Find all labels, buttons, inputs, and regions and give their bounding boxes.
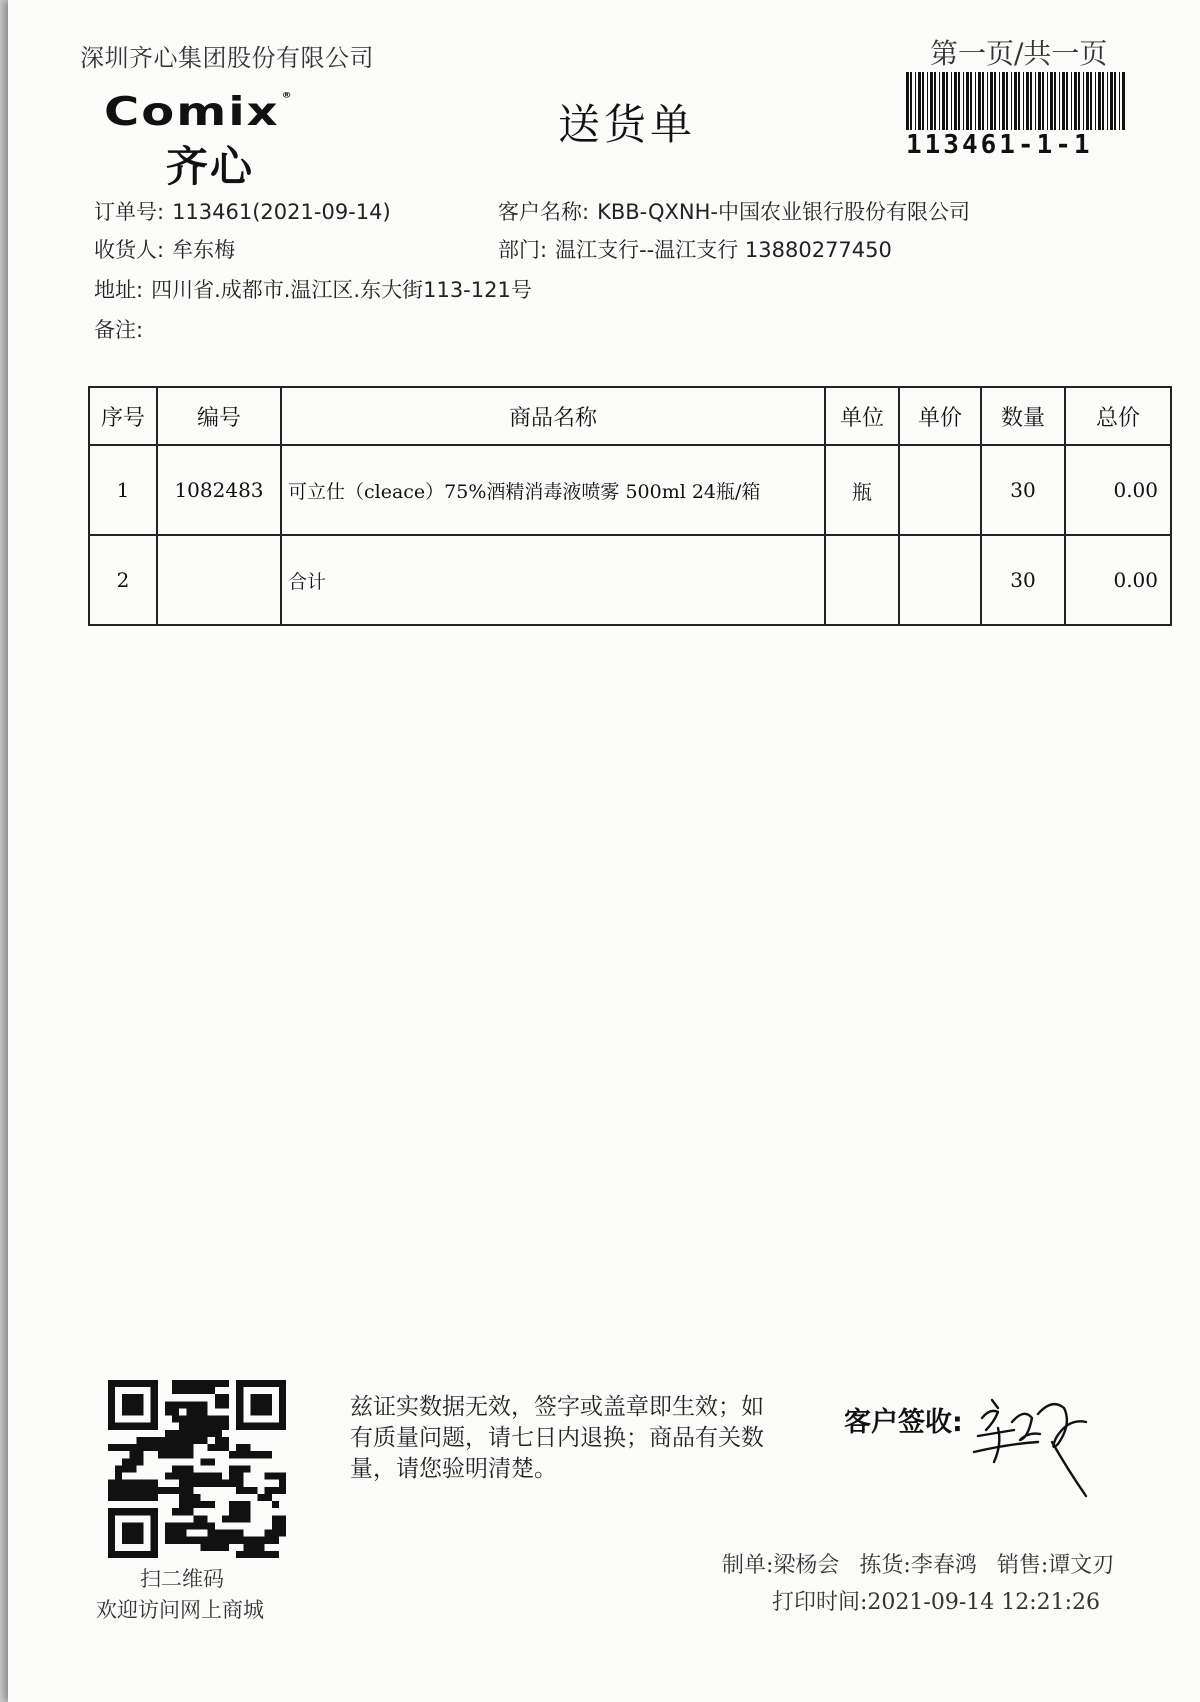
dept-value: 温江支行--温江支行 13880277450 xyxy=(555,238,892,262)
cell-name: 合计 xyxy=(281,535,825,625)
barcode-number: 113461-1-1 xyxy=(906,130,1093,160)
items-table xyxy=(88,386,1172,626)
cell-total: 0.00 xyxy=(1065,445,1171,535)
col-header-price: 单价 xyxy=(899,387,981,445)
table-row-total xyxy=(89,535,1171,625)
cell-code xyxy=(157,535,281,625)
cell-code: 1082483 xyxy=(157,445,281,535)
comix-logo: Comix ® 齐心 xyxy=(104,92,344,192)
receiver-value: 牟东梅 xyxy=(172,238,236,262)
col-header-code: 编号 xyxy=(157,387,281,445)
page-indicator: 第一页/共一页 xyxy=(930,37,1108,70)
customer-label: 客户名称: xyxy=(498,200,590,224)
qr-caption-scan: 扫二维码 xyxy=(140,1567,224,1591)
dept-label: 部门: xyxy=(498,238,548,262)
cell-name: 可立仕（cleace）75%酒精消毒液喷雾 500ml 24瓶/箱 xyxy=(281,445,825,535)
qr-caption-mall: 欢迎访问网上商城 xyxy=(96,1598,264,1622)
cell-price xyxy=(899,445,981,535)
footer-print-time: 打印时间:2021-09-14 12:21:26 xyxy=(772,1590,1101,1615)
barcode-icon xyxy=(904,72,1130,130)
col-header-unit: 单位 xyxy=(825,387,899,445)
notice-text: 兹证实数据无效，签字或盖章即生效；如有质量问题，请七日内退换；商品有关数量，请您验明清楚。 xyxy=(350,1394,764,1482)
cell-total: 0.00 xyxy=(1065,535,1171,625)
handwritten-signature xyxy=(968,1378,1108,1508)
col-header-total: 总价 xyxy=(1065,387,1171,445)
qr-code-icon xyxy=(108,1380,286,1558)
order-value: 113461(2021-09-14) xyxy=(172,200,391,224)
remark-label: 备注: xyxy=(94,318,144,342)
receiver-label: 收货人: xyxy=(94,238,165,262)
address xyxy=(94,274,532,304)
cell-price xyxy=(899,535,981,625)
items-table-wrap xyxy=(88,386,1172,626)
footer-sales: 销售:谭文刃 xyxy=(996,1553,1115,1578)
cell-unit xyxy=(825,535,899,625)
order-label: 订单号: xyxy=(94,200,165,224)
customer-sign-label: 客户签收: xyxy=(844,1407,963,1438)
col-header-seq: 序号 xyxy=(89,387,157,445)
footer-staff xyxy=(722,1548,1114,1579)
document-title: 送货单 xyxy=(558,100,697,149)
delivery-note-page xyxy=(8,0,1200,1702)
logo-cn-text: 齐心 xyxy=(166,142,255,191)
cell-seq: 2 xyxy=(89,535,157,625)
cell-qty: 30 xyxy=(981,445,1065,535)
table-row xyxy=(89,445,1171,535)
receiver xyxy=(94,234,235,264)
cell-qty: 30 xyxy=(981,535,1065,625)
logo-text: Comix xyxy=(104,88,280,135)
department xyxy=(498,234,892,264)
table-header-row xyxy=(89,387,1171,445)
cell-unit: 瓶 xyxy=(825,445,899,535)
remark xyxy=(94,314,151,344)
cell-seq: 1 xyxy=(89,445,157,535)
footer-maker: 制单:梁杨会 xyxy=(722,1553,840,1578)
address-value: 四川省.成都市.温江区.东大街113-121号 xyxy=(151,278,532,302)
col-header-name: 商品名称 xyxy=(281,387,825,445)
col-header-qty: 数量 xyxy=(981,387,1065,445)
customer-name xyxy=(498,196,970,226)
order-number xyxy=(94,196,391,226)
address-label: 地址: xyxy=(94,278,144,302)
footer-picker: 拣货:李春鸿 xyxy=(859,1553,977,1578)
customer-value: KBB-QXNH-中国农业银行股份有限公司 xyxy=(597,200,971,224)
company-name: 深圳齐心集团股份有限公司 xyxy=(80,44,374,72)
